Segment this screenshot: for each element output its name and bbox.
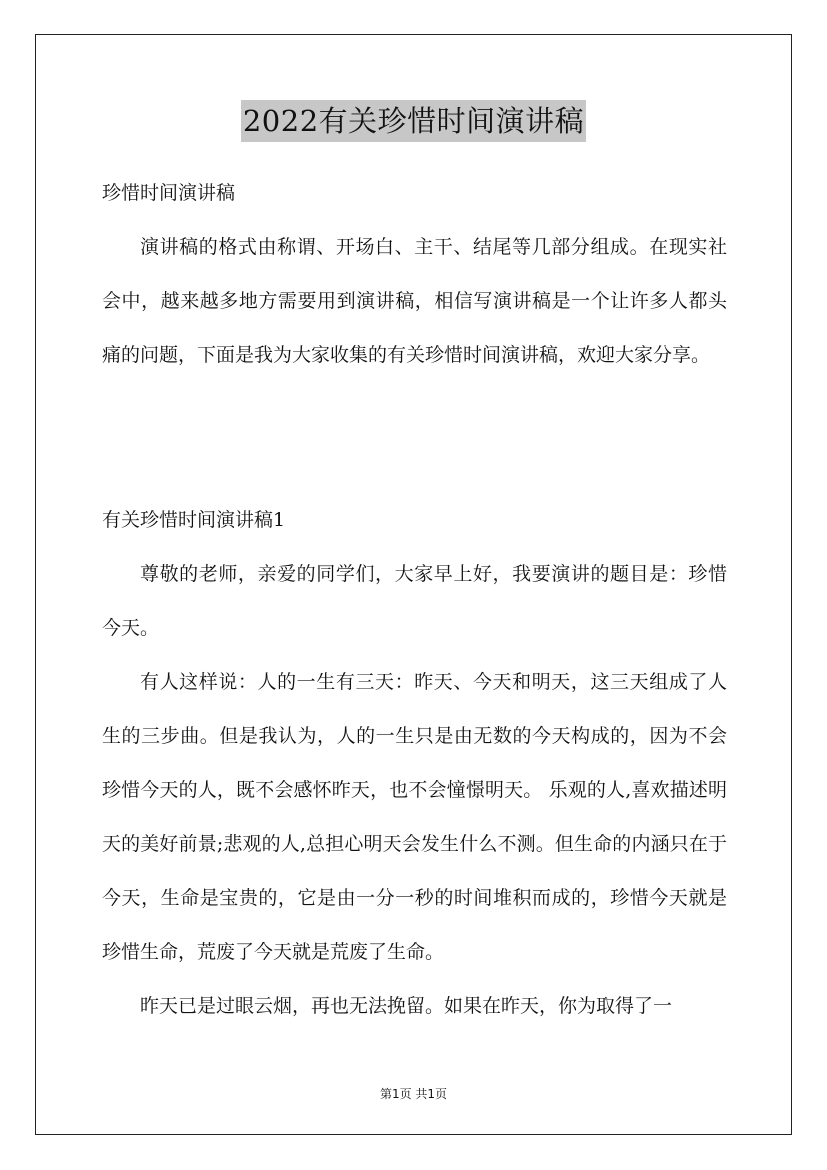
- page-footer: 第1页 共1页: [379, 1087, 448, 1101]
- body-paragraph-2: 有人这样说：人的一生有三天：昨天、今天和明天，这三天组成了人生的三步曲。但是我认为，人的一生只是由无数的今天构成的，因为不会珍惜今天的人，既不会感怀昨天，也不会憧憬明天。 乐观的人,喜欢描述明天的美好前景;悲观的人,总担心明天会发生什么不测。但生命的内涵只在于今天，生命是宝贵的，它是由一分一秒的时间堆积而成的，珍惜今天就是珍惜生命，荒废了今天就是荒废了生命。: [102, 671, 727, 963]
- document-title: 2022有关珍惜时间演讲稿: [241, 100, 586, 142]
- body-paragraph-3: 昨天已是过眼云烟，再也无法挽留。如果在昨天，你为取得了一: [140, 995, 673, 1017]
- body-paragraph-1: 尊敬的老师，亲爱的同学们，大家早上好，我要演讲的题目是：珍惜今天。: [102, 563, 727, 639]
- intro-paragraph: 演讲稿的格式由称谓、开场白、主干、结尾等几部分组成。在现实社会中，越来越多地方需要用到演讲稿，相信写演讲稿是一个让许多人都头痛的问题，下面是我为大家收集的有关珍惜时间演讲稿，欢迎大家分享。: [102, 236, 727, 366]
- section-heading: 珍惜时间演讲稿: [102, 182, 236, 204]
- title-container: [0, 100, 827, 142]
- subheading-1: 有关珍惜时间演讲稿1: [102, 509, 286, 531]
